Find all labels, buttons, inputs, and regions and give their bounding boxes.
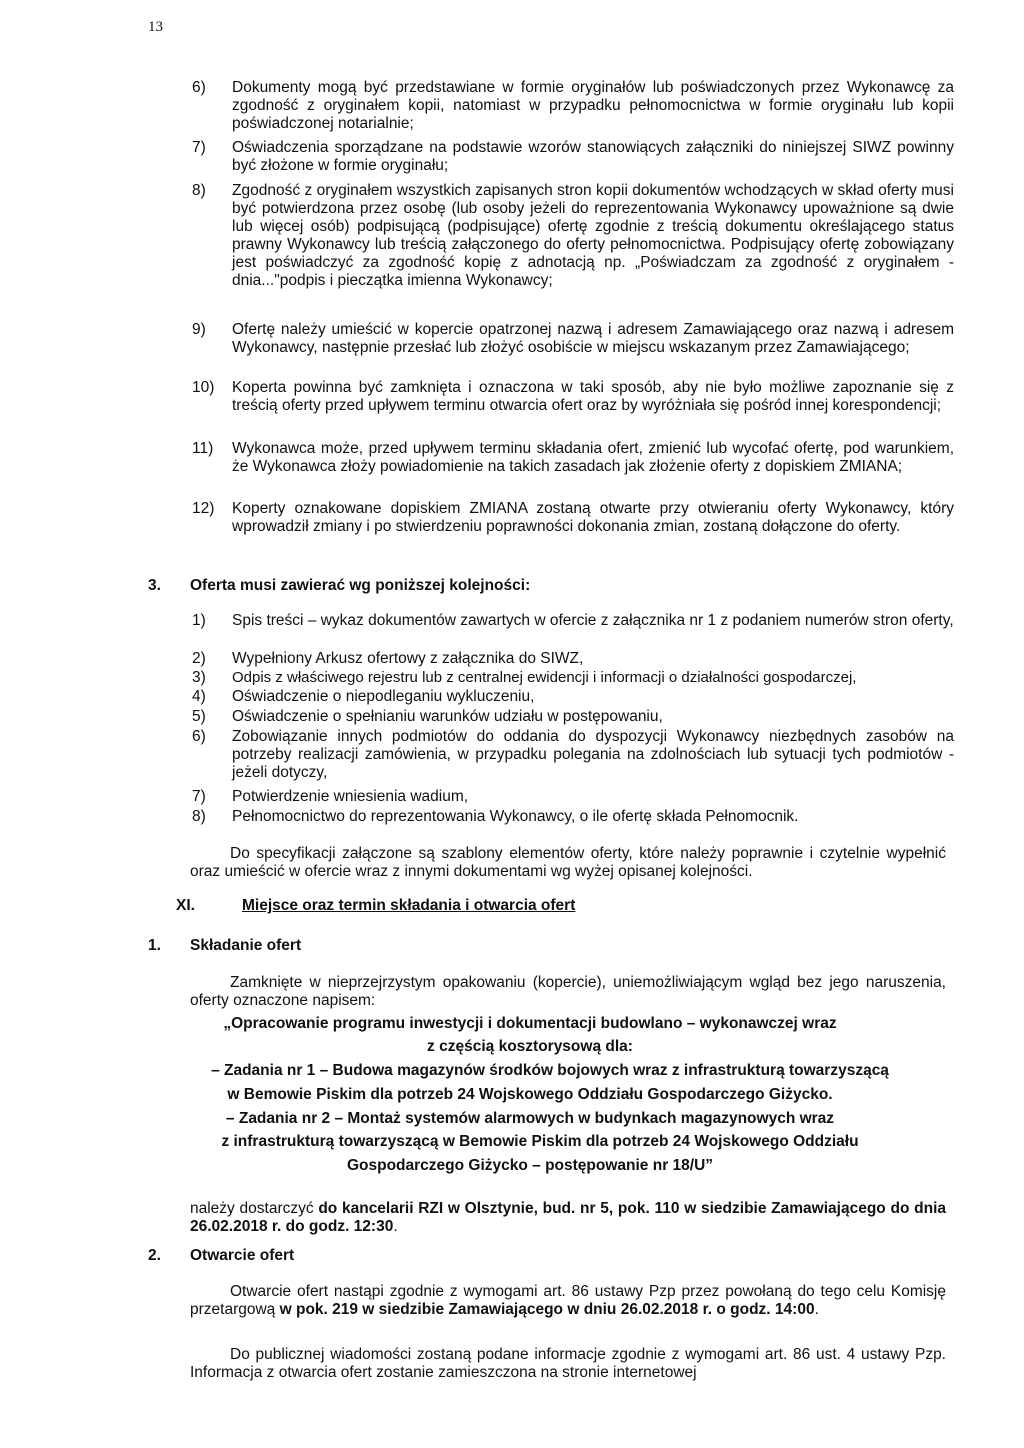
list-item-number: 1) [192,612,206,629]
tender-title-line: „Opracowanie programu inwestycji i dokumentacji budowlano – wykonawczej wraz [223,1015,837,1032]
tender-title-line: Gospodarczego Giżycko – postępowanie nr 18/U” [346,1157,714,1174]
list-item-text: Koperty oznakowane dopiskiem ZMIANA zostaną otwarte przy otwieraniu oferty Wykonawcy, który wprowadził zmiany i po stwierdzeniu poprawności dokonania zmian, zostaną dołączone do oferty. [232,500,954,535]
list-item [192,612,954,630]
list-item [192,650,954,668]
tender-title-line: w Bemowie Piskim dla potrzeb 24 Wojskowego Oddziału Gospodarczego Giżycko. [227,1086,833,1103]
list-item-number: 6) [192,728,206,745]
subsection-heading [148,937,848,955]
list-item-text: Zgodność z oryginałem wszystkich zapisanych stron kopii dokumentów wchodzących w skład oferty musi być potwierdzona przez osobę (lub osoby jeżeli do reprezentowania Wykonawcy upoważnione są dwie lub więcej osób) podpisującą (podpisujące) ofertę zgodnie z treścią dokumentu określającego status prawny Wykonawcy lub treścią załączonego do oferty pełnomocnictwa. Podpisujący ofertę zobowiązany jest poświadczyć za zgodność kopię z adnotacją np. „Poświadczam za zgodność z oryginałem - dnia..."podpis i pieczątka imienna Wykonawcy; [232,182,954,289]
list-item-text: Oświadczenia sporządzane na podstawie wzorów stanowiących załączniki do niniejszej SIWZ powinny być złożone w formie oryginału; [232,139,954,174]
section-title: Oferta musi zawierać wg poniższej kolejności: [190,577,531,594]
list-item-text: Pełnomocnictwo do reprezentowania Wykonawcy, o ile ofertę składa Pełnomocnik. [232,808,799,825]
list-item [192,788,954,806]
list-item-number: 7) [192,139,206,156]
section-number: 3. [148,577,161,594]
subsection-number: 1. [148,937,161,954]
tender-title-line: z infrastrukturą towarzyszącą w Bemowie Piskim dla potrzeb 24 Wojskowego Oddziału [221,1133,859,1150]
list-item-number: 7) [192,788,206,805]
subsection-title: Otwarcie ofert [190,1247,295,1264]
subsection-number: 2. [148,1247,161,1264]
delivery-place-deadline: do kancelarii RZI w Olsztynie, bud. nr 5, pok. 110 w siedzibie Zamawiającego do dnia 26.02.2018 r. do godz. 12:30 [190,1200,946,1235]
list-item-text: Koperta powinna być zamknięta i oznaczona w taki sposób, aby nie było możliwe zapoznanie się z treścią oferty przed upływem terminu otwarcia ofert oraz by wyróżniała się pośród innej korespondencji; [232,379,954,414]
list-item [192,321,954,357]
list-item-number: 3) [192,669,206,686]
delivery-end: . [393,1218,398,1235]
list-item-number: 6) [192,79,206,96]
opening-place-time: w pok. 219 w siedzibie Zamawiającego w dniu 26.02.2018 r. o godz. 14:00 [279,1301,815,1318]
list-item [192,728,954,782]
list-item-number: 12) [192,500,215,517]
list-item-number: 8) [192,808,206,825]
tender-title-line: – Zadania nr 2 – Montaż systemów alarmowych w budynkach magazynowych wraz [225,1110,835,1127]
list-item [192,379,954,415]
tender-title-line: z częścią kosztorysową dla: [427,1038,633,1055]
section-heading [148,577,948,595]
list-item-text: Wykonawca może, przed upływem terminu składania ofert, zmienić lub wycofać ofertę, pod warunkiem, że Wykonawca złoży powiadomienie na takich zasadach jak złożenie oferty z dopiskiem ZMIANA; [232,440,954,475]
opening-end: . [814,1301,819,1318]
tender-title-line: – Zadania nr 1 – Budowa magazynów środków bojowych wraz z infrastrukturą towarzyszącą [211,1062,889,1079]
subsection-title: Składanie ofert [190,937,302,954]
list-item-text: Oświadczenie o spełnianiu warunków udziału w postępowaniu, [232,708,663,725]
list-item [192,79,954,133]
delivery-paragraph [190,1200,946,1236]
delivery-text: należy dostarczyć [190,1200,319,1217]
list-item [192,688,954,706]
list-item-text: Wypełniony Arkusz ofertowy z załącznika do SIWZ, [232,650,584,667]
chapter-title: Miejsce oraz termin składania i otwarcia ofert [242,897,576,914]
list-item-number: 10) [192,379,215,396]
page-number: 13 [148,19,163,35]
templates-note: Do specyfikacji załączone są szablony elementów oferty, które należy poprawnie i czytelnie wypełnić oraz umieścić w ofercie wraz z innymi dokumentami wg wyżej opisanej kolejności. [190,845,946,880]
list-item-text: Potwierdzenie wniesienia wadium, [232,788,469,805]
list-item [192,500,954,536]
list-item-text: Zobowiązanie innych podmiotów do oddania do dyspozycji Wykonawcy niezbędnych zasobów na potrzeby realizacji zamówienia, w przypadku polegania na zdolnościach lub sytuacji tych podmiotów - jeżeli dotyczy, [232,728,954,781]
list-item-number: 4) [192,688,206,705]
list-item [192,182,954,290]
list-item-text: Odpis z właściwego rejestru lub z centralnej ewidencji i informacji o działalności gospodarczej, [232,669,857,686]
list-item-text: Dokumenty mogą być przedstawiane w formie oryginałów lub poświadczonych przez Wykonawcę za zgodność z oryginałem kopii, natomiast w przypadku pełnomocnictwa w formie oryginału lub kopii poświadczonej notarialnie; [232,79,954,132]
submission-intro: Zamknięte w nieprzejrzystym opakowaniu (kopercie), uniemożliwiającym wgląd bez jego naruszenia, oferty oznaczone napisem: [190,974,946,1009]
public-info-paragraph: Do publicznej wiadomości zostaną podane informacje zgodnie z wymogami art. 86 ust. 4 ustawy Pzp. Informacja z otwarcia ofert zostanie zamieszczona na stronie internetowej [190,1346,946,1381]
list-item-number: 9) [192,321,206,338]
list-item-text: Oświadczenie o niepodleganiu wykluczeniu, [232,688,535,705]
subsection-heading [148,1247,848,1265]
list-item [192,708,954,726]
list-item-number: 11) [192,440,214,457]
list-item-number: 5) [192,708,206,725]
list-item-number: 2) [192,650,206,667]
list-item-text: Ofertę należy umieścić w kopercie opatrzonej nazwą i adresem Zamawiającego oraz nazwą i adresem Wykonawcy, następnie przesłać lub złożyć osobiście w miejscu wskazanym przez Zamawiającego; [232,321,954,356]
opening-text: Otwarcie ofert nastąpi zgodnie z wymogami art. 86 ustawy Pzp przez powołaną do tego celu Komisję przetargową [190,1283,946,1318]
chapter-heading [176,897,876,915]
list-item [192,139,954,175]
list-item-number: 8) [192,182,206,199]
list-item-text: Spis treści – wykaz dokumentów zawartych w ofercie z załącznika nr 1 z podaniem numerów stron oferty, [232,612,954,629]
opening-paragraph [190,1283,946,1319]
list-item [192,440,954,476]
list-item [192,669,954,687]
chapter-number: XI. [176,897,195,914]
list-item [192,808,954,826]
